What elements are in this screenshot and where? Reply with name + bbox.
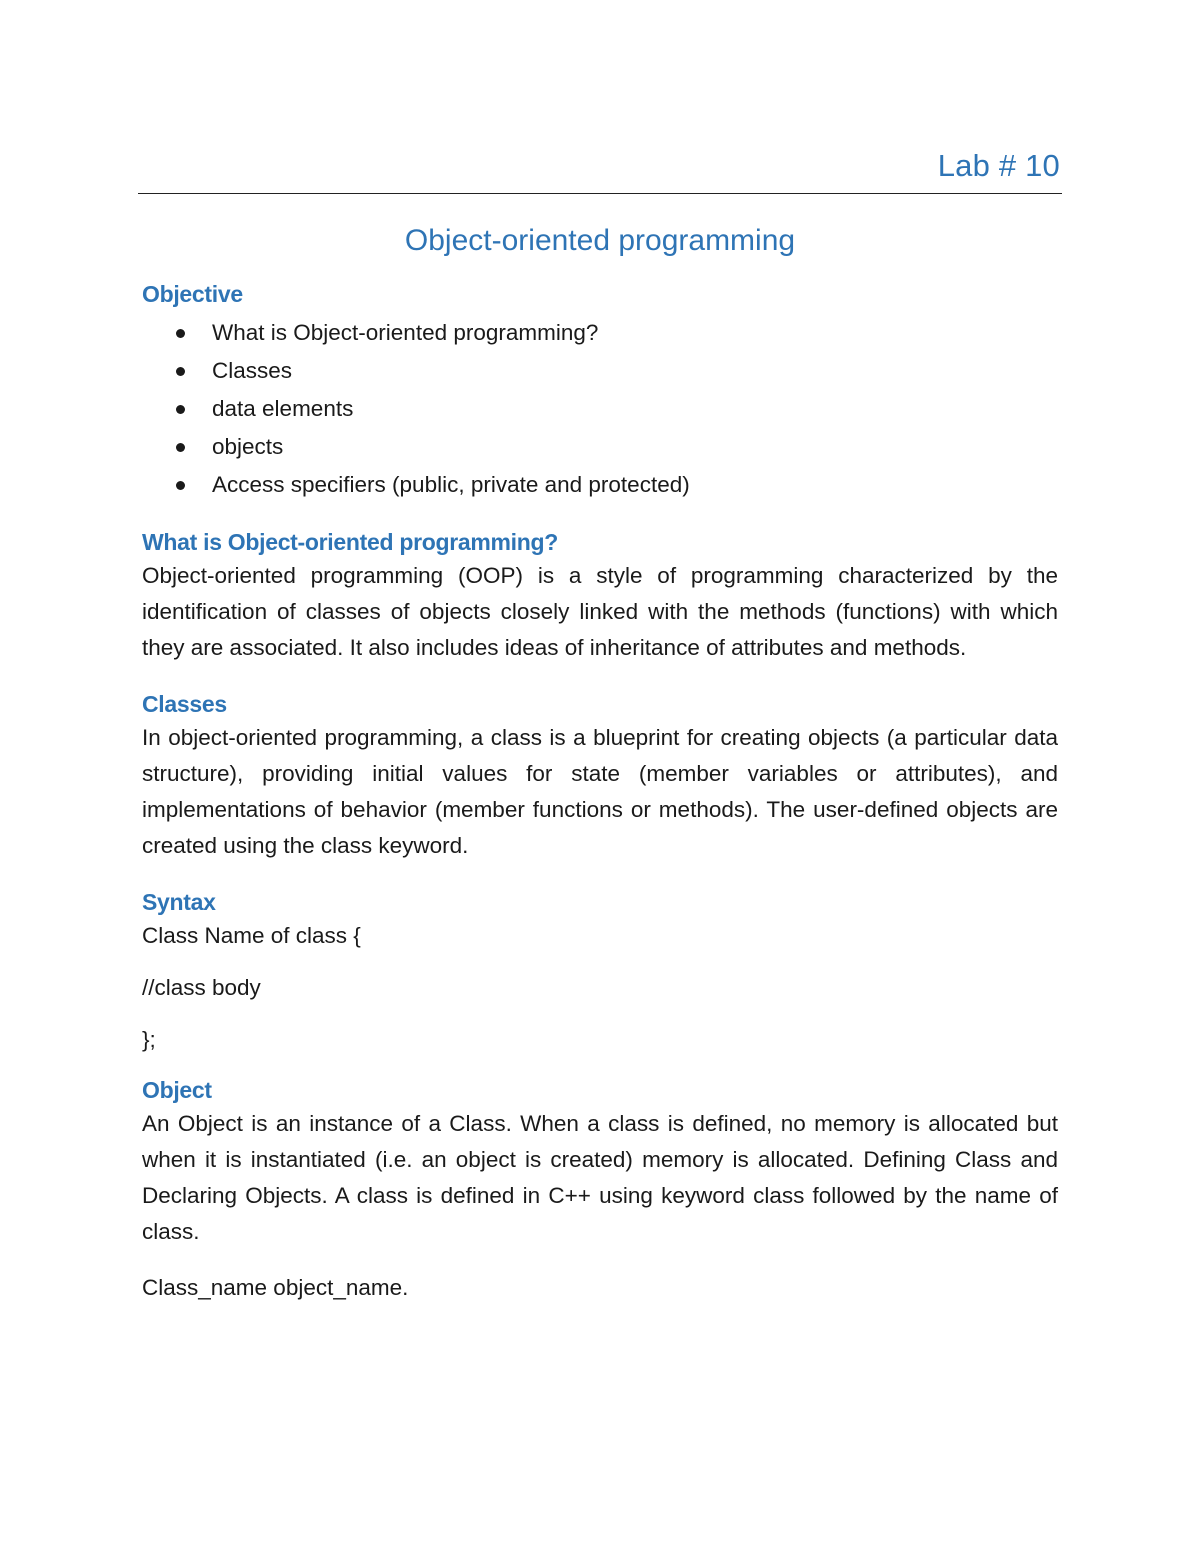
list-item: Access specifiers (public, private and protected) — [142, 466, 1058, 504]
objective-list — [142, 314, 1058, 504]
object-example: Class_name object_name. — [142, 1275, 409, 1300]
header-divider — [138, 193, 1062, 194]
document-title: Object-oriented programming — [404, 224, 796, 257]
list-item: Classes — [142, 352, 1058, 390]
classes-paragraph: In object-oriented programming, a class is a blueprint for creating objects (a particular data structure), providing initial values for state (member variables or attributes), and implementations of behavior (member functions or methods). The user-defined objects are created using the class keyword. — [142, 725, 1058, 858]
bullet-icon — [176, 481, 185, 490]
object-paragraph: An Object is an instance of a Class. When a class is defined, no memory is allocated but when it is instantiated (i.e. an object is created) memory is allocated. Defining Class and Declaring Objects. A class is defined in C++ using keyword class followed by the name of class. — [142, 1111, 1058, 1244]
syntax-heading: Syntax — [142, 889, 216, 915]
list-item: objects — [142, 428, 1058, 466]
syntax-line: //class body — [142, 975, 261, 1000]
list-item: data elements — [142, 390, 1058, 428]
objective-heading: Objective — [142, 281, 243, 307]
bullet-icon — [176, 443, 185, 452]
lab-number-header: Lab # 10 — [937, 148, 1060, 183]
bullet-icon — [176, 367, 185, 376]
object-heading: Object — [142, 1077, 212, 1103]
document-body — [142, 220, 1058, 1306]
list-item: What is Object-oriented programming? — [142, 314, 1058, 352]
bullet-icon — [176, 405, 185, 414]
oop-heading: What is Object-oriented programming? — [142, 529, 559, 555]
bullet-icon — [176, 329, 185, 338]
syntax-line: }; — [142, 1027, 156, 1052]
syntax-line: Class Name of class { — [142, 923, 361, 948]
classes-heading: Classes — [142, 691, 227, 717]
oop-paragraph: Object-oriented programming (OOP) is a style of programming characterized by the identification of classes of objects closely linked with the methods (functions) with which they are associated. It also includes ideas of inheritance of attributes and methods. — [142, 563, 1058, 660]
